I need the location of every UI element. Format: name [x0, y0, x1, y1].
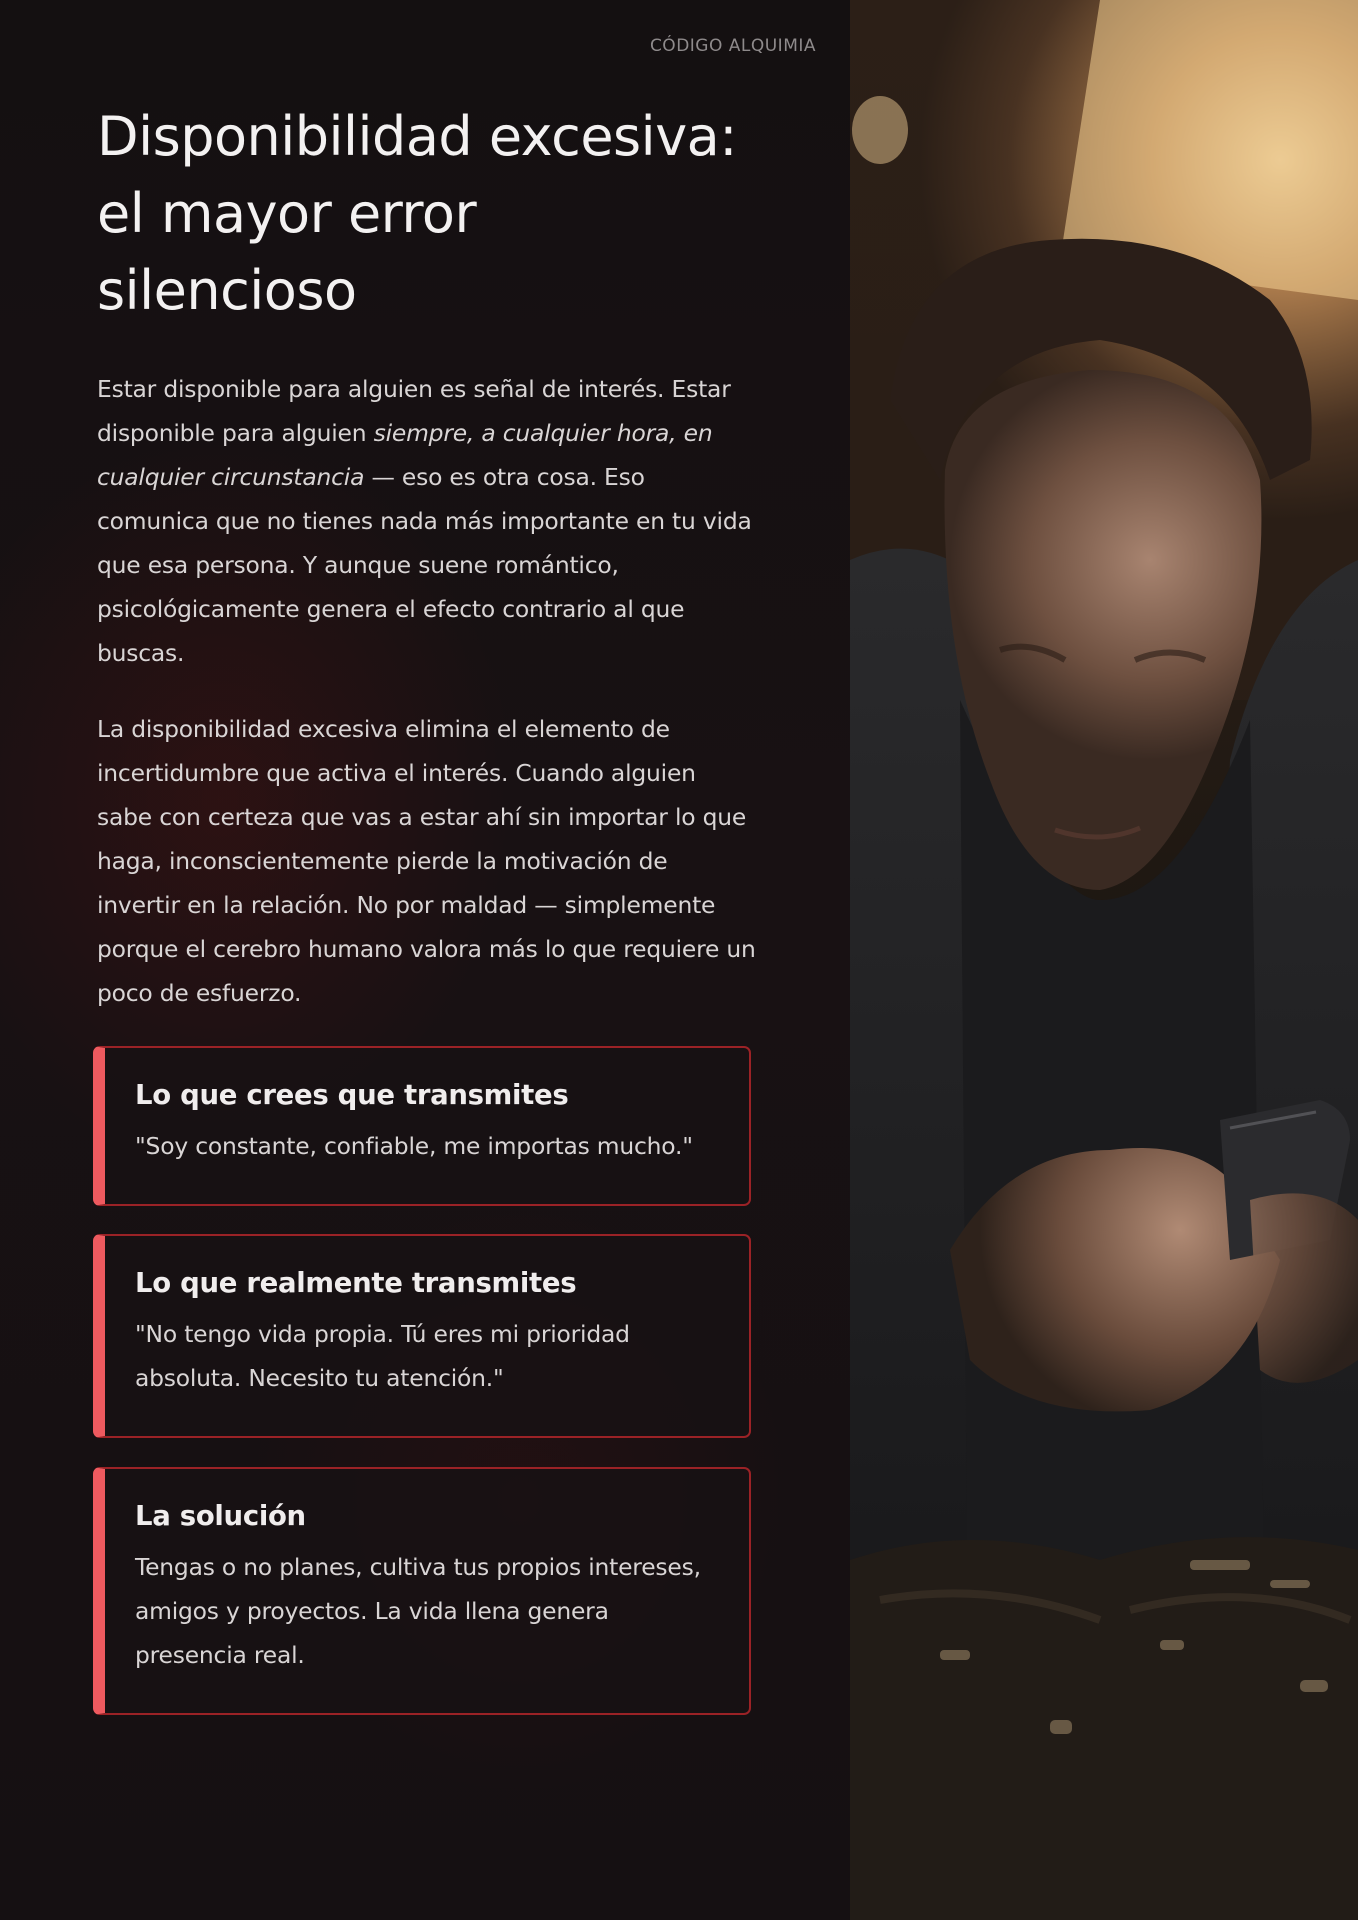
intro-paragraph-end: — eso es otra cosa. Eso comunica que no tienes nada más importante en tu vida que esa persona. Y aunque suene romántico, psicológicamente genera el efecto contrario al que buscas. — [97, 463, 752, 667]
callout-text: Tengas o no planes, cultiva tus propios intereses, amigos y proyectos. La vida llena genera presencia real. — [135, 1553, 701, 1669]
callout-title: Lo que crees que transmites — [135, 1079, 569, 1111]
page-title — [97, 98, 777, 329]
intro-paragraph — [97, 367, 757, 675]
callout-text: "Soy constante, confiable, me importas mucho." — [135, 1132, 693, 1160]
body-paragraph: La disponibilidad excesiva elimina el elemento de incertidumbre que activa el interés. Cuando alguien sabe con certeza que vas a estar ahí sin importar lo que haga, inconscientemente pierde la motivación de invertir en la relación. No por maldad — simplemente porque el cerebro humano valora más lo que requiere un poco de esfuerzo. — [97, 715, 756, 1007]
brand-label: CÓDIGO ALQUIMIA — [649, 36, 816, 56]
page-title-line-3: silencioso — [97, 259, 357, 322]
man-looking-at-phone-photo — [850, 0, 1358, 1920]
callout-solution — [93, 1467, 751, 1715]
callout-title: La solución — [135, 1500, 306, 1532]
callout-perceived-message — [93, 1046, 751, 1206]
page-title-line-1: Disponibilidad excesiva: — [97, 105, 737, 168]
callout-actual-message — [93, 1234, 751, 1438]
callout-text: "No tengo vida propia. Tú eres mi prioridad absoluta. Necesito tu atención." — [135, 1320, 630, 1392]
intro-paragraph-emphasis: siempre, a cualquier hora, en cualquier circunstancia — [97, 419, 713, 491]
page-title-line-2: el mayor error — [97, 182, 477, 245]
intro-paragraph-start: Estar disponible para alguien es señal de interés. Estar disponible para alguien — [97, 375, 731, 447]
callout-title: Lo que realmente transmites — [135, 1267, 577, 1299]
